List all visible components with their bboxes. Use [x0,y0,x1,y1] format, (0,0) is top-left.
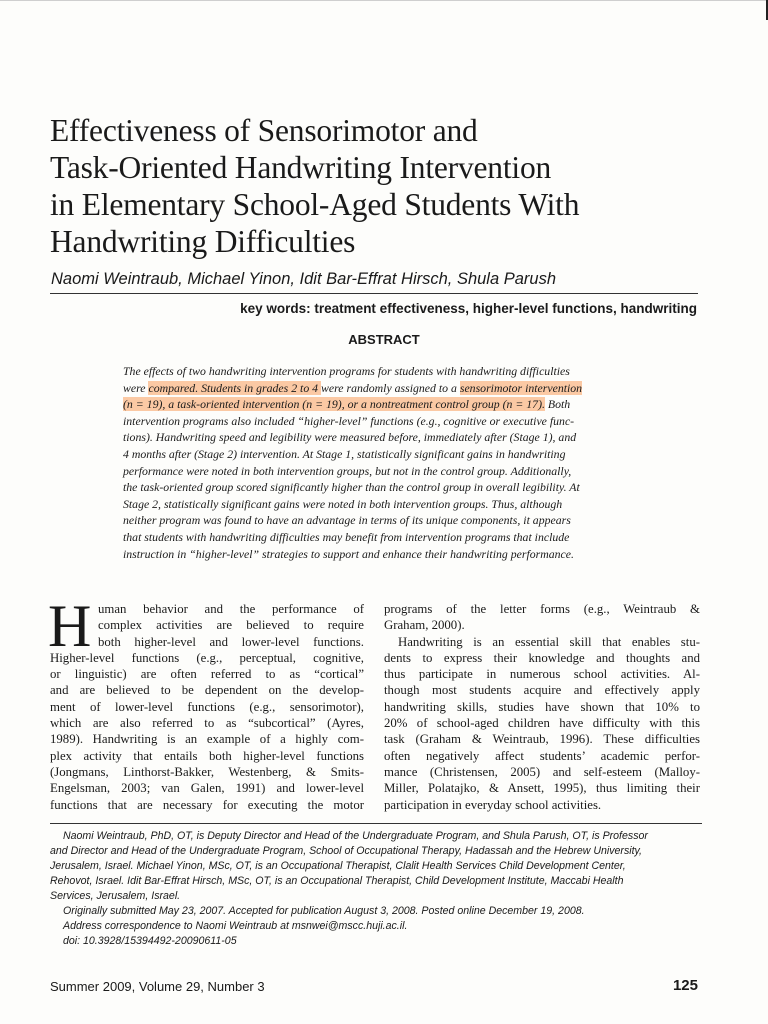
body-line: mance (Christensen, 2005) and self-esteem (Malloy- [384,764,700,779]
footnote-line: doi: 10.3928/15394492-20090611-05 [63,935,237,947]
footnote-line: Jerusalem, Israel. Michael Yinon, MSc, OT, is an Occupational Therapist, Clalit Health Services Child Development Center, [50,860,626,872]
author-list: Naomi Weintraub, Michael Yinon, Idit Bar-Effrat Hirsch, Shula Parush [51,270,557,288]
body-line: both higher-level and lower-level functions. [98,634,364,649]
abstract-heading: ABSTRACT [348,332,420,347]
body-line: Miller, Polatajko, & Ansett, 1995), thus limiting their [384,781,700,796]
abstract-text [123,363,627,562]
drop-cap: H [48,593,92,659]
journal-issue: Summer 2009, Volume 29, Number 3 [50,979,265,994]
body-line: which are also referred to as “subcortical” (Ayres, [50,716,364,731]
highlighted-text: sensorimotor intervention [459,380,583,395]
footnote-line: Originally submitted May 23, 2007. Accepted for publication August 3, 2008. Posted online December 19, 2008. [63,905,585,917]
abstract-line: the task-oriented group scored significantly higher than the control group in overall legibility. At [123,480,580,495]
abstract-fragment: were randomly assigned to a [321,380,460,395]
abstract-line: The effects of two handwriting intervention programs for students with handwriting difficulties [123,364,570,378]
article-title [50,112,730,260]
body-line: dents to express their knowledge and thoughts and [384,650,700,665]
abstract-line: Stage 2, statistically significant gains were noted in both intervention groups. Thus, although [123,496,563,511]
body-column-right [384,601,700,813]
abstract-line: 4 months after (Stage 2) intervention. At Stage 1, statistically significant gains in handwriting [123,446,566,461]
abstract-line [123,396,627,413]
body-line: complex activities are believed to require [98,618,364,633]
abstract-line: instruction in “higher-level” strategies to support and enhance their handwriting performance. [123,546,574,561]
title-line: Task-Oriented Handwriting Intervention [50,150,552,185]
author-footnote [50,829,702,949]
abstract-line [123,380,627,397]
title-line: Effectiveness of Sensorimotor and [50,113,478,148]
footnote-line: Services, Jerusalem, Israel. [50,890,181,902]
author-divider [50,293,698,294]
title-line: Handwriting Difficulties [50,224,356,259]
body-line: (Jongmans, Linthorst-Bakker, Westenberg, & Smits- [50,764,364,779]
highlighted-text: (n = 19), a task-oriented intervention (n = 19), or a nontreatment control group (n = 17). [123,397,545,412]
body-line: and are believed to be dependent on the develop- [50,683,364,698]
title-line: in Elementary School-Aged Students With [50,187,580,222]
body-line: Handwriting is an essential skill that enables stu- [398,634,700,649]
abstract-line: tions). Handwriting speed and legibility were measured before, immediately after (Stage 1), and [123,430,577,445]
page-number: 125 [672,977,698,994]
body-line: often negatively affect students’ academic perfor- [384,748,700,763]
abstract-line: intervention programs also included “higher-level” functions (e.g., cognitive or executive func- [123,413,575,428]
body-line: 20% of school-aged children have difficulty with this [384,716,700,731]
body-line: participation in everyday school activities. [384,797,602,812]
body-line: functions that are necessary for executing the motor [50,797,364,812]
abstract-fragment: were [123,380,149,395]
abstract-line: performance were noted in both intervention groups, but not in the control group. Additionally, [123,463,572,478]
footnote-line: Naomi Weintraub, PhD, OT, is Deputy Director and Head of the Undergraduate Program, and Shula Parush, OT, is Professor [63,830,648,842]
keywords: key words: treatment effectiveness, higher-level functions, handwriting [240,301,697,316]
footnote-line: and Director and Head of the Undergraduate Program, School of Occupational Therapy, Hadassah and the Hebrew University, [50,845,643,857]
body-column-left [48,593,364,813]
abstract-fragment: Both [544,397,571,412]
body-line: or linguistic) are often referred to as “cortical” [50,667,364,682]
body-line: task (Graham & Weintraub, 1996). These difficulties [384,732,700,747]
body-line: Higher-level functions (e.g., perceptual, cognitive, [50,650,364,665]
body-line: ment of lower-level functions (e.g., sensorimotor), [50,699,364,714]
body-line: thus participate in numerous school activities. Al- [384,667,700,682]
body-line: though most students acquire and effectively apply [384,683,700,698]
body-line: uman behavior and the performance of [98,602,364,616]
footnote-line: Rehovot, Israel. Idit Bar-Effrat Hirsch, MSc, OT, is an Occupational Therapist, Child Development Institute, Maccabi Health [50,875,624,887]
abstract-line: that students with handwriting difficulties may benefit from intervention programs that include [123,529,570,544]
footnote-divider [50,823,702,824]
abstract-line: neither program was found to have an advantage in terms of its unique components, it appears [123,513,571,528]
body-line: Graham, 2000). [384,618,465,633]
footnote-line: Address correspondence to Naomi Weintraub at msnwei@mscc.huji.ac.il. [63,920,408,932]
body-line: Engelsman, 2003; van Galen, 1991) and lower-level [50,781,364,796]
highlighted-text: compared. Students in grades 2 to 4 [148,380,322,395]
body-line: plex activity that entails both higher-level functions [50,748,364,763]
body-line: programs of the letter forms (e.g., Weintraub & [384,602,700,616]
body-line: 1989). Handwriting is an example of a highly com- [50,732,364,747]
top-border [0,0,768,1]
body-line: handwriting skills, studies have shown that 10% to [384,699,700,714]
